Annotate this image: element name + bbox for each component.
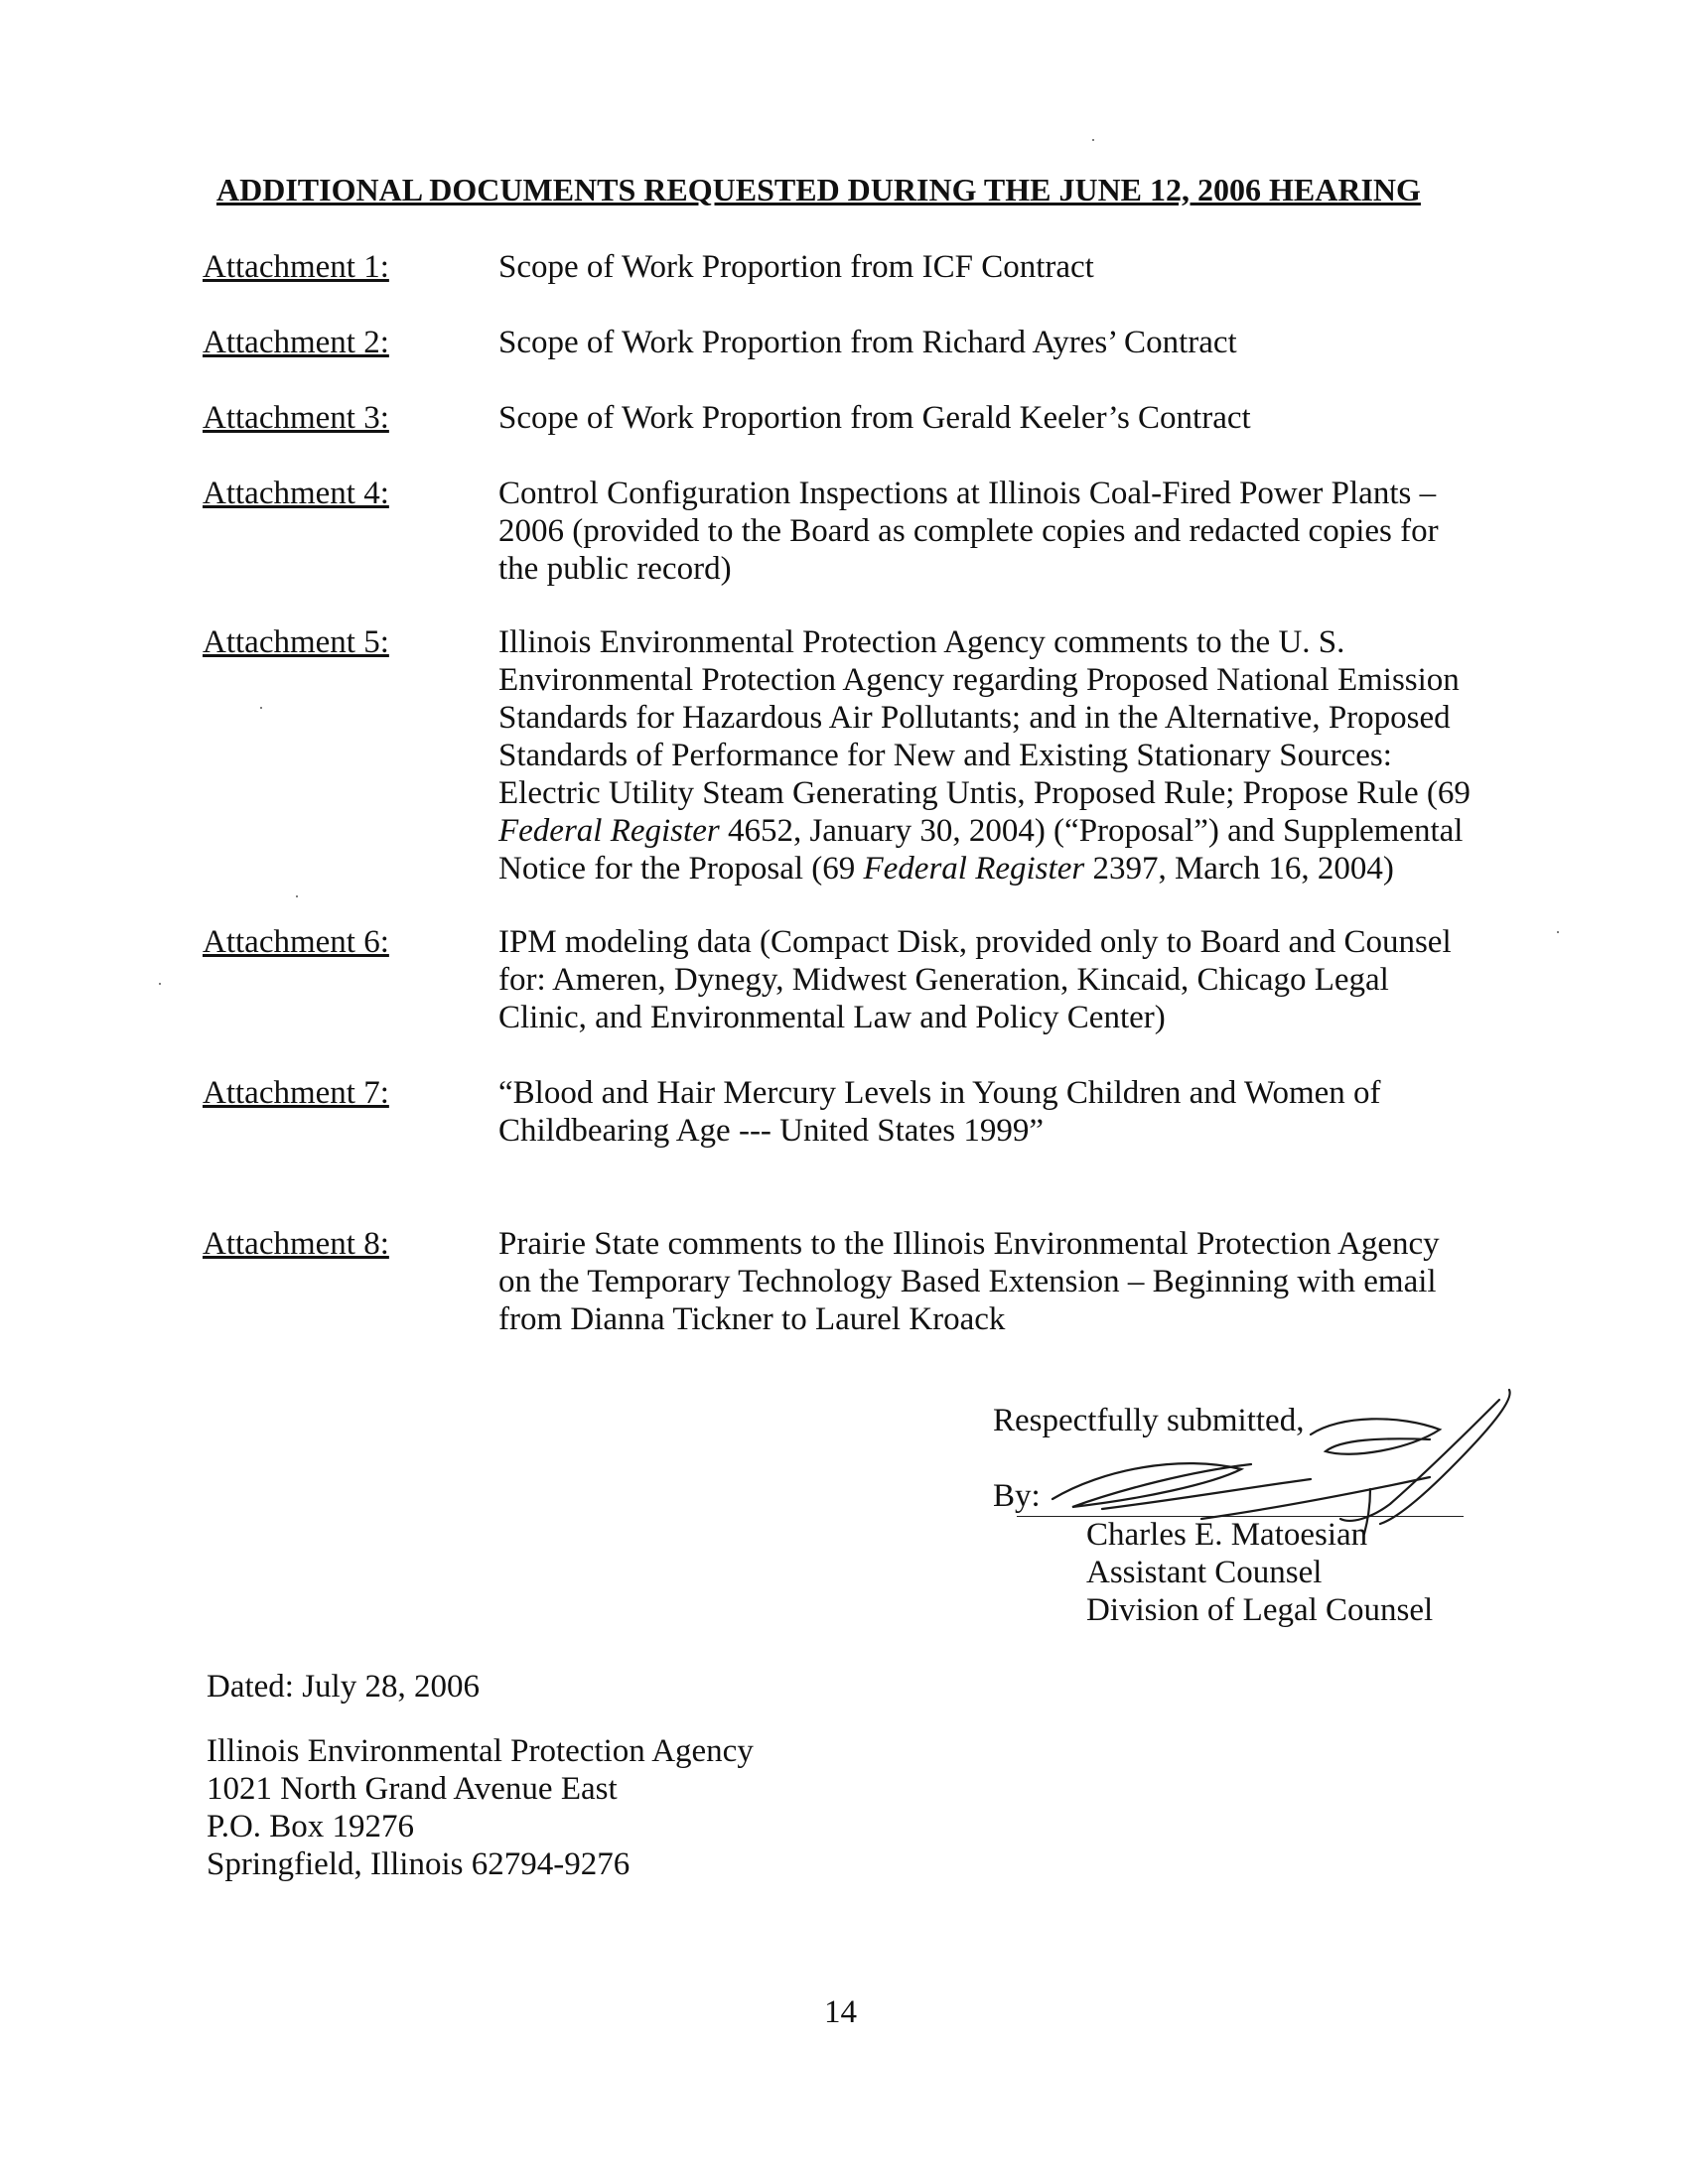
attachment-label-7: Attachment 7: <box>203 1075 389 1111</box>
attachment-text-8: Prairie State comments to the Illinois Environmental Protection Agency on the Temporary Technology Based Extension – Beginning with email from Dianna Tickner to Laurel Kroack <box>498 1226 1440 1337</box>
signer-name: Charles E. Matoesian <box>1086 1517 1368 1553</box>
attachment-label-4: Attachment 4: <box>203 476 389 511</box>
federal-register-italic-2: Federal Register <box>863 851 1085 887</box>
attachment-text-4: Control Configuration Inspections at Illinois Coal-Fired Power Plants – 2006 (provided to the Board as complete copies and redacted copies for the public record) <box>498 476 1439 587</box>
address-line-1: Illinois Environmental Protection Agency <box>207 1733 754 1769</box>
attachment-text-1: Scope of Work Proportion from ICF Contract <box>498 249 1094 285</box>
attachment-text-5-part-a: Illinois Environmental Protection Agency comments to the U. S. Environmental Protection Agency regarding Proposed National Emission Standards for Hazardous Air Pollutants; and in the Alternative, Proposed Standards of Performance for New and Existing Stationary Sources: Electric Utility Steam Generating Untis, Proposed Rule; Propose Rule (69 <box>498 624 1471 811</box>
attachment-text-5 <box>498 623 1472 887</box>
attachment-text-5-part-c: 2397, March 16, 2004) <box>1084 851 1394 887</box>
attachment-text-6: IPM modeling data (Compact Disk, provided only to Board and Counsel for: Ameren, Dynegy, Midwest Generation, Kincaid, Chicago Legal Clinic, and Environmental Law and Policy Center) <box>498 924 1452 1035</box>
scan-speck <box>159 983 161 985</box>
agency-address <box>207 1732 754 1883</box>
date-line: Dated: July 28, 2006 <box>207 1669 480 1705</box>
document-heading: ADDITIONAL DOCUMENTS REQUESTED DURING THE JUNE 12, 2006 HEARING <box>216 172 1421 207</box>
page-number: 14 <box>824 1994 857 2030</box>
attachment-text-7: “Blood and Hair Mercury Levels in Young Children and Women of Childbearing Age --- United States 1999” <box>498 1075 1381 1149</box>
by-label: By: <box>993 1478 1041 1514</box>
attachment-label-2: Attachment 2: <box>203 325 389 360</box>
scan-speck <box>1092 139 1094 141</box>
address-line-4: Springfield, Illinois 62794-9276 <box>207 1846 631 1882</box>
attachment-label-3: Attachment 3: <box>203 400 389 436</box>
attachment-text-2: Scope of Work Proportion from Richard Ayres’ Contract <box>498 325 1237 360</box>
address-line-2: 1021 North Grand Avenue East <box>207 1771 618 1807</box>
attachment-label-6: Attachment 6: <box>203 924 389 960</box>
attachment-text-5-part-b: 4652, January 30, 2004) (“Proposal”) and Supplemental Notice for the Proposal (69 <box>498 813 1464 887</box>
scan-speck <box>296 895 298 897</box>
attachment-label-1: Attachment 1: <box>203 249 389 285</box>
address-line-3: P.O. Box 19276 <box>207 1809 415 1844</box>
attachment-label-8: Attachment 8: <box>203 1226 389 1262</box>
respectfully-submitted: Respectfully submitted, <box>993 1403 1305 1438</box>
scan-speck <box>260 707 262 709</box>
signer-division: Division of Legal Counsel <box>1086 1592 1434 1628</box>
signer-title: Assistant Counsel <box>1086 1555 1323 1590</box>
scan-speck <box>1557 931 1559 933</box>
federal-register-italic-1: Federal Register <box>498 813 720 849</box>
attachment-label-5: Attachment 5: <box>203 624 389 660</box>
attachment-text-3: Scope of Work Proportion from Gerald Keeler’s Contract <box>498 400 1251 436</box>
